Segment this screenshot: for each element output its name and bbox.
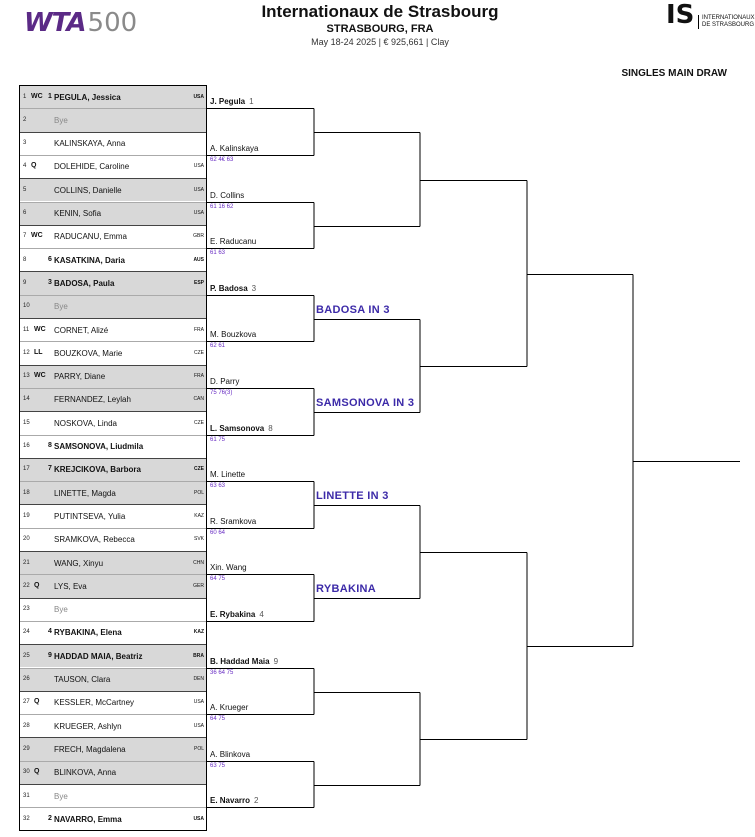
seed-number: 4: [259, 609, 264, 619]
seed-number: 2: [254, 796, 259, 806]
draw-position: 28: [23, 722, 30, 729]
draw-position: 22: [23, 582, 30, 589]
draw-position: 20: [23, 536, 30, 543]
draw-position: 24: [23, 629, 30, 636]
prediction-label: SAMSONOVA IN 3: [316, 396, 415, 409]
country-code: CZE: [194, 466, 204, 473]
player-name: CORNET, Alizé: [54, 325, 109, 335]
draw-position: 23: [23, 606, 30, 613]
draw-position: 7: [23, 233, 27, 240]
player-name: D. Parry: [210, 376, 240, 386]
draw-position: 29: [23, 745, 30, 752]
match-score: 62 61: [210, 343, 226, 350]
player-name: KESSLER, McCartney: [54, 698, 135, 708]
match-score: 62 4€ 63: [210, 156, 234, 163]
player-name: R. Sramkova: [210, 516, 257, 526]
draw-position: 19: [23, 512, 30, 519]
match-score: 64 75: [210, 576, 226, 583]
entry-tag: WC: [31, 232, 43, 240]
player-name: PEGULA, Jessica: [54, 92, 121, 102]
draw-position: 27: [23, 699, 30, 706]
player-name: A. Blinkova: [210, 749, 251, 759]
player-name: E. Rybakina: [210, 609, 256, 619]
player-name: FERNANDEZ, Leylah: [54, 395, 131, 405]
player-name: BADOSA, Paula: [54, 278, 115, 288]
player-name: Bye: [54, 302, 68, 312]
tournament-title: Internationaux de Strasbourg: [261, 2, 499, 21]
country-code: AUS: [193, 256, 204, 263]
player-name: M. Linette: [210, 470, 246, 480]
seed-number: 2: [48, 814, 52, 822]
entry-tag: Q: [34, 581, 40, 589]
prediction-label: LINETTE IN 3: [316, 489, 389, 502]
draw-position: 25: [23, 652, 30, 659]
seed-number: 3: [251, 283, 257, 293]
country-code: SVK: [193, 536, 204, 543]
player-name: D. Collins: [210, 190, 245, 200]
draw-position: 31: [23, 792, 30, 799]
player-name: Bye: [54, 791, 68, 801]
draw-position: 18: [23, 489, 30, 496]
player-name: Bye: [54, 115, 68, 125]
match-score: 61 63: [210, 250, 226, 257]
player-name: SRAMKOVA, Rebecca: [54, 535, 135, 545]
country-code: GER: [193, 582, 204, 589]
country-code: ESP: [193, 279, 204, 286]
draw-position: 11: [23, 326, 30, 333]
player-name: E. Navarro: [210, 796, 251, 806]
player-name: SAMSONOVA, Liudmila: [54, 442, 144, 451]
player-name: J. Pegula: [210, 97, 246, 107]
player-name: P. Badosa: [210, 283, 248, 293]
player-name: KASATKINA, Daria: [54, 255, 125, 265]
player-name: PUTINTSEVA, Yulia: [54, 511, 126, 521]
match-score: 60 64: [210, 529, 226, 536]
seed-number: 1: [48, 92, 52, 100]
entry-tag: Q: [34, 768, 40, 776]
country-code: BRA: [193, 652, 204, 659]
logo-text: INTERNATIONAUX DE STRASBOURG: [698, 15, 755, 29]
wta-brand: WTA: [24, 8, 86, 38]
country-code: USA: [193, 93, 204, 100]
draw-position: 12: [23, 349, 30, 356]
draw-position: 6: [23, 210, 27, 216]
country-code: POL: [193, 745, 204, 752]
player-name: NAVARRO, Emma: [54, 814, 122, 824]
player-name: L. Samsonova: [210, 423, 265, 433]
seed-number: 1: [249, 97, 254, 107]
player-name: KALINSKAYA, Anna: [54, 139, 126, 149]
seed-number: 8: [268, 423, 273, 433]
draw-position: 3: [23, 140, 27, 147]
player-name: M. Bouzkova: [210, 330, 257, 340]
country-code: DEN: [193, 676, 204, 682]
country-code: CHN: [193, 559, 204, 566]
draw-position: 14: [23, 396, 30, 403]
seed-number: 4: [48, 628, 52, 636]
player-name: WANG, Xinyu: [54, 558, 104, 568]
tournament-location: STRASBOURG, FRA: [326, 23, 434, 35]
draw-position: 26: [23, 676, 30, 682]
country-code: USA: [193, 815, 204, 822]
match-score: 75 76(3): [210, 389, 233, 396]
match-score: 36 64 75: [210, 669, 234, 676]
draw-position: 5: [23, 186, 27, 193]
country-code: KAZ: [193, 629, 204, 636]
country-code: FRA: [194, 373, 204, 380]
draw-position: 17: [23, 466, 30, 473]
country-code: USA: [193, 722, 204, 729]
draw-position: 32: [23, 815, 30, 822]
logo-mark: IS: [666, 0, 695, 30]
draw-position: 9: [23, 279, 27, 286]
country-code: GBR: [193, 233, 204, 240]
draw-label: SINGLES MAIN DRAW: [621, 68, 727, 79]
country-code: USA: [193, 210, 204, 216]
draw-position: 30: [23, 769, 30, 776]
player-name: Bye: [54, 605, 68, 615]
draw-position: 10: [23, 303, 30, 310]
player-name: BLINKOVA, Anna: [54, 768, 117, 778]
player-name: COLLINS, Danielle: [54, 185, 122, 195]
match-score: 61 75: [210, 436, 226, 443]
match-score: 64 75: [210, 716, 226, 723]
draw-position: 15: [23, 419, 30, 426]
player-name: NOSKOVA, Linda: [54, 418, 117, 428]
player-name: HADDAD MAIA, Beatriz: [54, 651, 143, 661]
seed-number: 3: [48, 278, 52, 286]
player-name: E. Raducanu: [210, 237, 257, 247]
prediction-label: BADOSA IN 3: [316, 303, 390, 316]
draw-position: 13: [23, 373, 30, 380]
country-code: USA: [193, 699, 204, 706]
seed-number: 9: [273, 656, 279, 666]
draw-position: 1: [23, 93, 27, 100]
player-name: FRECH, Magdalena: [54, 744, 126, 754]
player-name: Xin. Wang: [210, 563, 247, 573]
player-name: TAUSON, Clara: [54, 675, 111, 684]
player-name: LYS, Eva: [54, 581, 87, 591]
player-name: PARRY, Diane: [54, 372, 106, 382]
country-code: USA: [193, 186, 204, 193]
tournament-info: May 18-24 2025 | € 925,661 | Clay: [311, 37, 449, 47]
country-code: POL: [193, 489, 204, 496]
match-score: 63 63: [210, 483, 226, 490]
player-name: KENIN, Sofia: [54, 209, 102, 218]
entry-tag: Q: [34, 698, 40, 706]
draw-position: 21: [23, 559, 30, 566]
draw-position: 2: [23, 116, 27, 123]
player-name: DOLEHIDE, Caroline: [54, 162, 130, 172]
seed-number: 6: [48, 255, 52, 263]
player-name: RADUCANU, Emma: [54, 232, 127, 242]
entry-tag: LL: [34, 348, 43, 356]
draw-position: 4: [23, 163, 27, 170]
entry-tag: Q: [31, 162, 37, 170]
player-name: KRUEGER, Ashlyn: [54, 721, 122, 731]
prediction-label: RYBAKINA: [316, 582, 377, 595]
player-name: A. Krueger: [210, 703, 249, 713]
country-code: FRA: [194, 326, 204, 333]
seed-number: 9: [48, 651, 52, 659]
entry-tag: WC: [31, 92, 43, 100]
country-code: KAZ: [194, 512, 204, 519]
player-name: LINETTE, Magda: [54, 488, 116, 498]
entry-tag: WC: [34, 372, 46, 380]
entry-tag: WC: [34, 325, 46, 333]
match-score: 63 75: [210, 762, 226, 769]
seed-number: 8: [48, 442, 52, 449]
country-code: USA: [193, 163, 204, 170]
country-code: CAN: [193, 396, 204, 403]
country-code: CZE: [194, 419, 204, 426]
player-name: RYBAKINA, Elena: [54, 628, 122, 638]
player-name: B. Haddad Maia: [210, 656, 270, 666]
wta-tier: 500: [87, 8, 138, 38]
draw-position: 16: [23, 443, 30, 449]
country-code: CZE: [194, 349, 204, 356]
match-score: 61 16 62: [210, 203, 234, 210]
player-name: BOUZKOVA, Marie: [54, 348, 123, 358]
player-name: KREJCIKOVA, Barbora: [54, 465, 141, 475]
player-name: A. Kalinskaya: [210, 143, 259, 153]
draw-position: 8: [23, 256, 27, 263]
seed-number: 7: [48, 465, 52, 473]
